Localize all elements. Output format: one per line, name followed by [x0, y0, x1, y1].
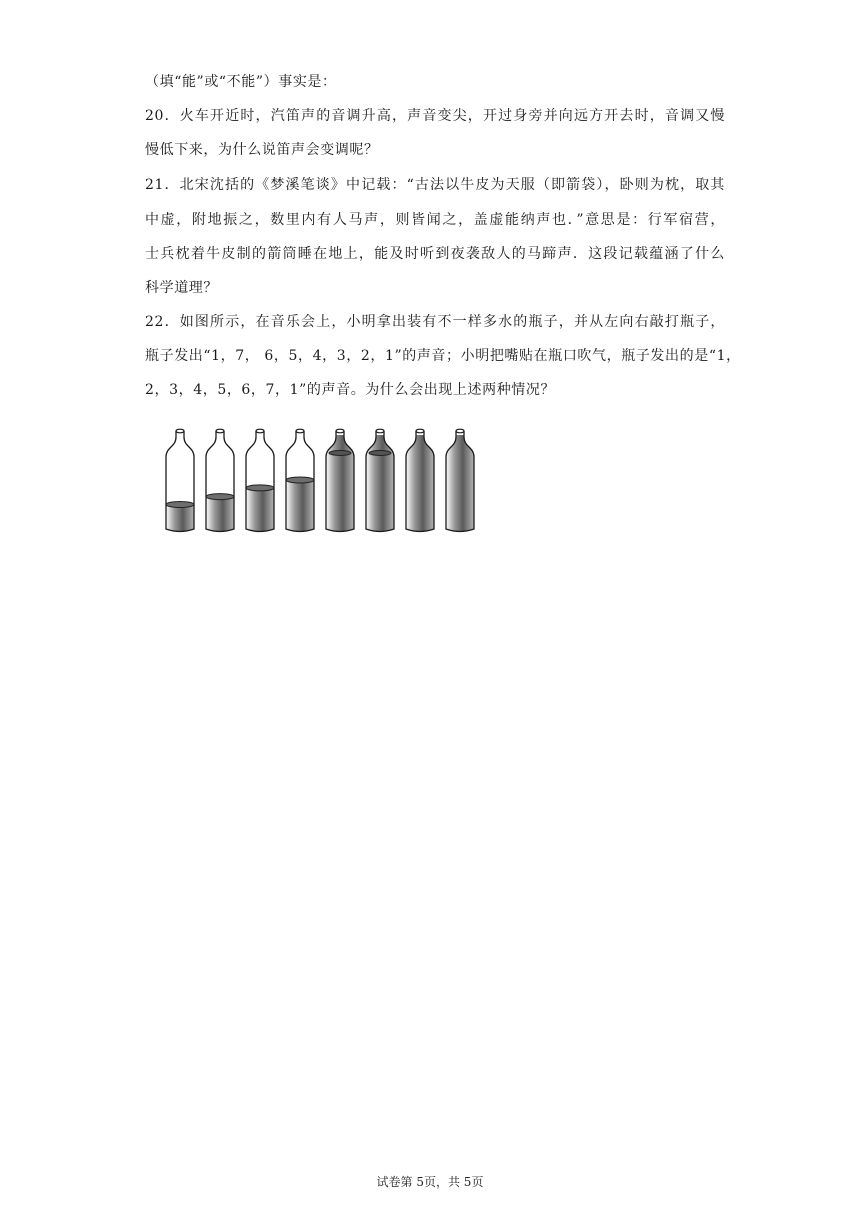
bottle	[446, 429, 474, 531]
question-22-line-3: 2，3，4，5，6，7，1”的声音。为什么会出现上述两种情况？	[145, 382, 556, 398]
bottle-water	[206, 497, 234, 532]
water-surface	[166, 502, 194, 508]
water-surface	[329, 451, 351, 456]
bottle-water	[286, 480, 314, 532]
bottle	[206, 429, 234, 531]
bottle-mouth	[416, 429, 424, 433]
bottle	[246, 429, 274, 531]
bottle-mouth	[336, 429, 344, 433]
bottle-mouth	[256, 429, 264, 433]
bottle-water	[406, 435, 434, 532]
question-20-line-1: 20．火车开近时，汽笛声的音调升高，声音变尖，开过身旁并向远方开去时，音调又慢	[145, 108, 725, 124]
bottle-mouth	[176, 429, 184, 433]
bottle	[366, 429, 394, 531]
bottle	[406, 429, 434, 531]
question-20-line-2: 慢低下来，为什么说笛声会变调呢？	[145, 142, 379, 158]
bottle	[166, 429, 194, 531]
bottle-water	[446, 435, 474, 532]
water-surface	[246, 485, 274, 491]
page-footer: 试卷第 5页，共 5页	[376, 1175, 484, 1189]
bottle	[326, 429, 354, 531]
bottle-water	[366, 435, 394, 532]
bottle-mouth	[456, 429, 464, 433]
bottle-mouth	[216, 429, 224, 433]
bottle-water	[166, 505, 194, 532]
bottle-water	[326, 435, 354, 532]
bottle-mouth	[296, 429, 304, 433]
question-21-line-2: 中虚，附地振之，数里内有人马声，则皆闻之，盖虚能纳声也．”意思是：行军宿营，	[145, 212, 725, 228]
question-21-line-1: 21．北宋沈括的《梦溪笔谈》中记载：“古法以牛皮为天服（即箭袋），卧则为枕，取其	[145, 177, 725, 193]
water-surface	[206, 494, 234, 500]
water-surface	[286, 477, 314, 483]
bottle	[286, 429, 314, 531]
water-surface	[369, 451, 391, 456]
bottle-mouth	[376, 429, 384, 433]
question-22-line-2: 瓶子发出“1，7， 6，5，4，3，2，1”的声音；小明把嘴贴在瓶口吹气，瓶子发出的是“1，	[145, 348, 741, 364]
water-bottles-figure	[160, 425, 480, 537]
question-21-line-4: 科学道理？	[145, 280, 218, 296]
question-22-line-1: 22．如图所示，在音乐会上，小明拿出装有不一样多水的瓶子，并从左向右敲打瓶子，	[145, 314, 725, 330]
question-21-line-3: 士兵枕着牛皮制的箭筒睡在地上，能及时听到夜袭敌人的马蹄声．这段记载蕴涵了什么	[145, 246, 725, 262]
bottle-water	[246, 488, 274, 532]
fill-in-line: （填“能”或“不能”）事实是：	[145, 74, 337, 90]
